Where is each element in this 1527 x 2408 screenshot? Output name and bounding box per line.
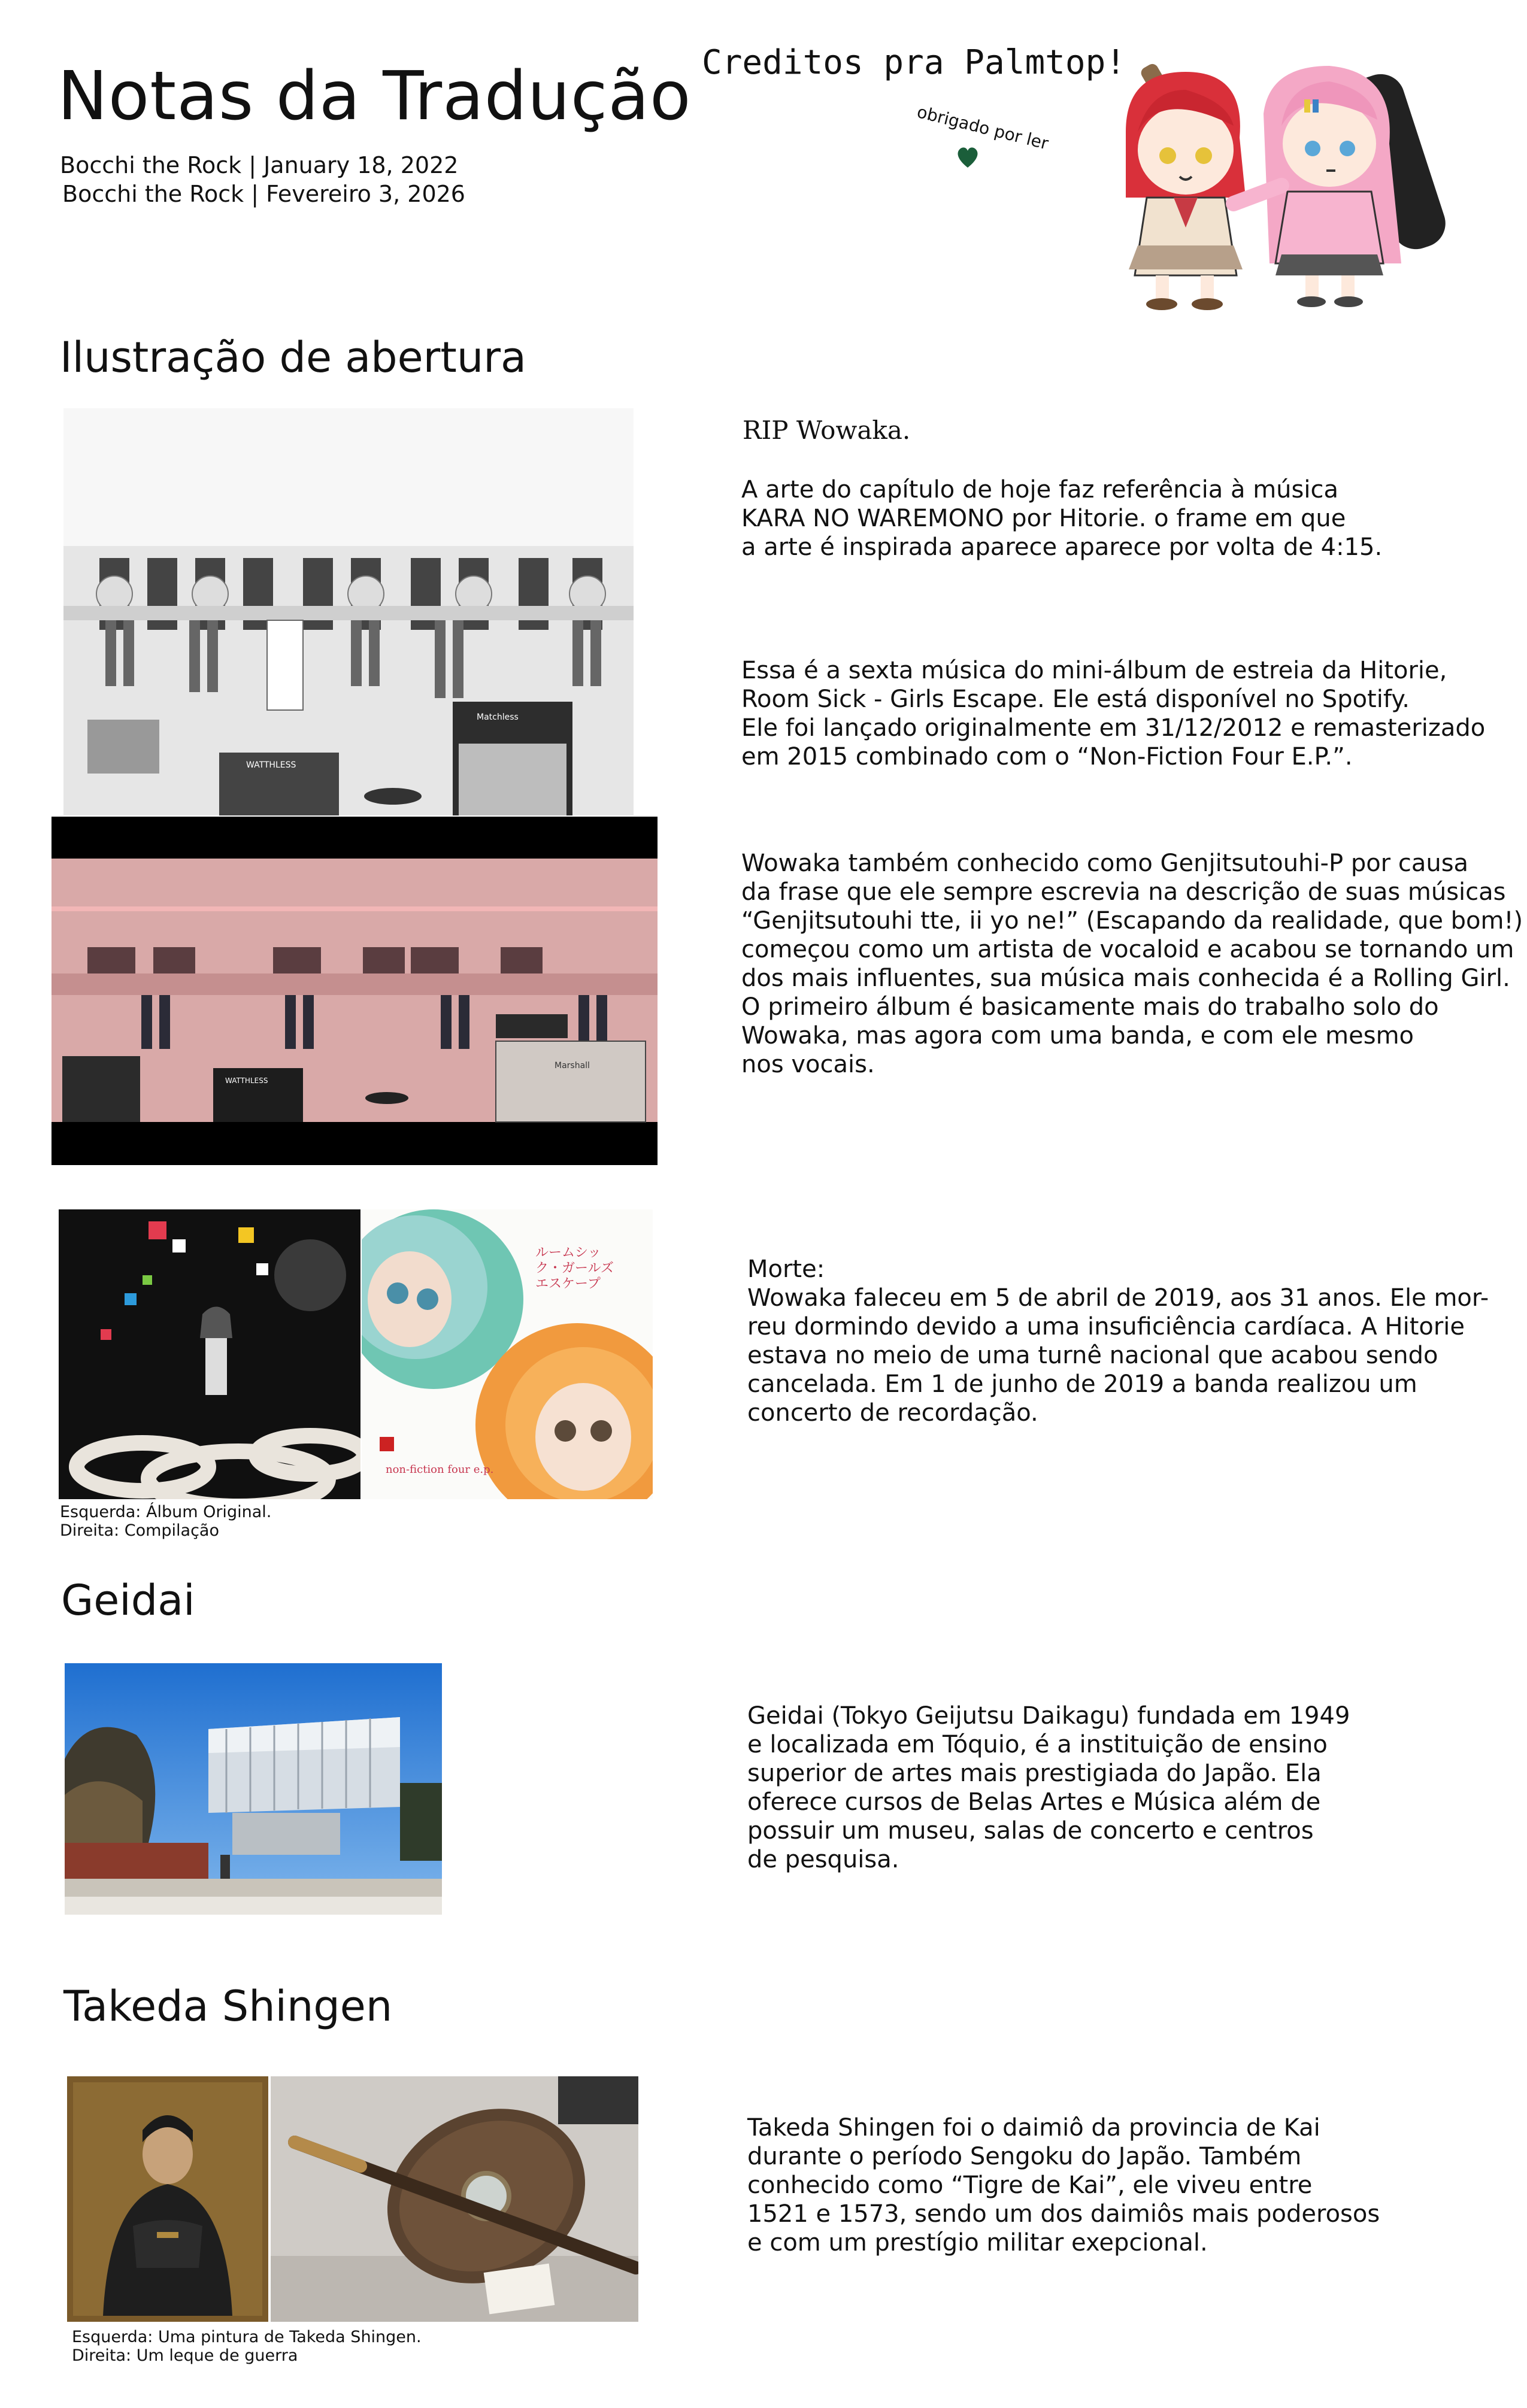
compilation-album-cover (362, 1209, 653, 1499)
text-line: Geidai (Tokyo Geijutsu Daikagu) fundada em 1949 (747, 1702, 1350, 1730)
text-line: conhecido como “Tigre de Kai”, ele viveu entre (747, 2172, 1313, 2199)
text-line: de pesquisa. (747, 1846, 899, 1873)
text-line: A arte do capítulo de hoje faz referência à música (741, 476, 1338, 504)
date-line-original: Bocchi the Rock | January 18, 2022 (60, 152, 459, 178)
caption-right: Direita: Compilação (60, 1521, 219, 1540)
text-line: 1521 e 1573, sendo um dos daimiôs mais poderosos (747, 2200, 1380, 2228)
text-line: durante o período Sengoku do Japão. Também (747, 2143, 1302, 2170)
opening-paragraph-3 (741, 849, 1523, 1079)
amp-label-2: Matchless (477, 712, 519, 722)
text-line: Ele foi lançado originalmente em 31/12/2012 e remasterizado (741, 714, 1486, 742)
text-line: oferece cursos de Belas Artes e Música além de (747, 1788, 1321, 1816)
rip-text: RIP Wowaka. (743, 416, 911, 445)
text-line: começou como um artista de vocaloid e acabou se tornando um (741, 936, 1514, 963)
text-line: a arte é inspirada aparece aparece por volta de 4:15. (741, 533, 1383, 561)
text-line: “Genjitsutouhi tte, ii yo ne!” (Escapando da realidade, que bom!) (741, 907, 1523, 935)
text-line: O primeiro álbum é basicamente mais do trabalho solo do (741, 993, 1439, 1021)
war-fan-photo (271, 2076, 638, 2322)
text-line: e localizada em Tóquio, é a instituição de ensino (747, 1731, 1328, 1758)
text-line: Wowaka faleceu em 5 de abril de 2019, aos 31 anos. Ele mor- (747, 1284, 1489, 1312)
death-paragraph (747, 1255, 1489, 1427)
chibi-characters-illustration (1090, 48, 1449, 311)
text-line: concerto de recordação. (747, 1399, 1038, 1427)
date-line-translation: Bocchi the Rock | Fevereiro 3, 2026 (62, 181, 465, 207)
album-captions (60, 1503, 271, 1540)
text-line: e com um prestígio militar exepcional. (747, 2229, 1208, 2257)
opening-paragraph-2 (741, 656, 1485, 771)
original-album-cover (59, 1209, 360, 1499)
text-line: da frase que ele sempre escrevia na descrição de suas músicas (741, 878, 1506, 906)
geidai-building-photo (65, 1663, 442, 1915)
text-line: reu dormindo devido a uma insuficiência cardíaca. A Hitorie (747, 1313, 1465, 1341)
section-heading-opening: Ilustração de abertura (60, 333, 526, 382)
text-line: estava no meio de uma turnê nacional que acabou sendo (747, 1342, 1438, 1369)
text-line: nos vocais. (741, 1051, 875, 1078)
page-title: Notas da Tradução (57, 57, 692, 135)
amp-label-1: WATTHLESS (246, 760, 296, 770)
takeda-paragraph (747, 2113, 1380, 2257)
caption-left: Esquerda: Álbum Original. (60, 1503, 272, 1521)
heart-icon (955, 144, 981, 170)
text-line: Wowaka também conhecido como Genjitsutouhi-P por causa (741, 850, 1469, 877)
text-line: em 2015 combinado com o “Non-Fiction Four E.P.”. (741, 743, 1353, 771)
compilation-title: non-fiction four e.p. (386, 1463, 494, 1476)
credits-text: Creditos pra Palmtop! (702, 43, 1126, 82)
compilation-jp-title: ルームシック・ガールズエスケープ (535, 1245, 614, 1291)
takeda-captions (72, 2328, 422, 2365)
caption-left: Esquerda: Uma pintura de Takeda Shingen. (72, 2328, 422, 2346)
takeda-portrait-painting (67, 2076, 268, 2322)
text-line: KARA NO WAREMONO por Hitorie. o frame em que (741, 505, 1346, 532)
opening-paragraph-1 (741, 475, 1382, 562)
amp-label-mv: WATTHLESS (225, 1076, 268, 1085)
text-line: Takeda Shingen foi o daimiô da provincia de Kai (747, 2114, 1320, 2142)
text-line: dos mais influentes, sua música mais conhecida é a Rolling Girl. (741, 965, 1510, 992)
manga-panel-image (63, 408, 634, 815)
text-line: Essa é a sexta música do mini-álbum de estreia da Hitorie, (741, 657, 1447, 684)
section-heading-geidai: Geidai (61, 1576, 195, 1625)
section-heading-takeda: Takeda Shingen (63, 1982, 393, 2031)
text-line: possuir um museu, salas de concerto e centros (747, 1817, 1314, 1845)
text-line: superior de artes mais prestigiada do Japão. Ela (747, 1760, 1322, 1787)
death-label: Morte: (747, 1255, 825, 1283)
caption-right: Direita: Um leque de guerra (72, 2346, 298, 2365)
text-line: Room Sick - Girls Escape. Ele está disponível no Spotify. (741, 686, 1410, 713)
thanks-text: obrigado por ler (915, 102, 1051, 154)
music-video-frame-image (51, 817, 658, 1165)
geidai-paragraph (747, 1702, 1350, 1874)
text-line: Wowaka, mas agora com uma banda, e com ele mesmo (741, 1022, 1414, 1050)
amp-label-marshall: Marshall (555, 1061, 590, 1070)
text-line: cancelada. Em 1 de junho de 2019 a banda realizou um (747, 1370, 1417, 1398)
